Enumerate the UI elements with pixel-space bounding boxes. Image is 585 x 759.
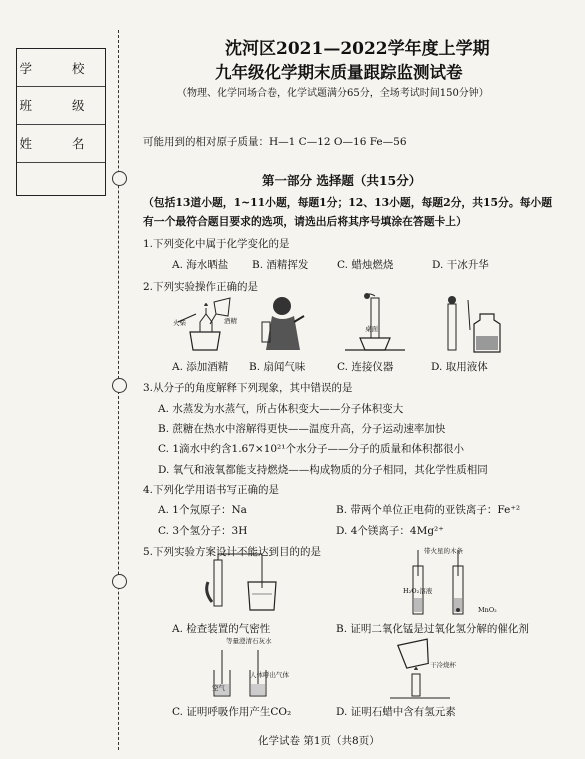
- q5-option-c: C. 证明呼吸作用产生CO₂: [172, 706, 292, 718]
- q2-figure-c: [345, 292, 405, 354]
- q5-label-cold-beaker: 干冷烧杯: [430, 661, 456, 669]
- q2-option-d: D. 取用液体: [431, 361, 488, 373]
- student-info-box: [16, 48, 106, 196]
- name-label: 姓 名: [17, 124, 105, 163]
- q3-option-b: B. 蔗糖在热水中溶解得更快——温度升高，分子运动速率加快: [158, 423, 446, 435]
- part1-instructions-2: 有一个最符合题目要求的选项，请选出后将其序号填涂在答题卡上）: [143, 215, 467, 228]
- binding-hole: [112, 378, 127, 393]
- q1-option-d: D. 干冰升华: [432, 259, 489, 271]
- part1-instructions-1: （包括13道小题，1~11小题，每题1分；12、13小题，每题2分，共15分。每小题: [143, 196, 553, 209]
- q2-figure-b: [258, 292, 318, 354]
- q5-figure-b: [395, 546, 485, 618]
- school-label: 学 校: [17, 49, 105, 87]
- q5-option-a: A. 检查装置的气密性: [172, 623, 271, 635]
- q5-option-d: D. 证明石蜡中含有氢元素: [336, 706, 456, 718]
- q1-option-b: B. 酒精挥发: [252, 259, 309, 271]
- q5-label-limewater: 等量澄清石灰水: [226, 637, 272, 645]
- q5-label-splint: 带火星的木条: [424, 547, 463, 555]
- q1-stem: 1.下列变化中属于化学变化的是: [143, 238, 290, 250]
- exam-title-line1: 沈河区2021—2022学年度上学期: [225, 39, 490, 59]
- q3-option-c: C. 1滴水中约含1.67×10²¹个水分子——分子的质量和体积都很小: [158, 443, 464, 455]
- exam-note: （物理、化学同场合卷，化学试题满分65分，全场考试时间150分钟）: [177, 88, 489, 99]
- q1-option-a: A. 海水晒盐: [172, 259, 229, 271]
- q3-option-a: A. 水蒸发为水蒸气，所占体积变大——分子体积变大: [158, 403, 404, 415]
- q5-label-h2o2: H₂O₂溶液: [403, 587, 433, 595]
- q2-label-alcohol: 酒精: [224, 317, 237, 325]
- q5-label-mno2: MnO₂: [478, 606, 497, 614]
- q2-option-a: A. 添加酒精: [172, 361, 229, 373]
- q2-label-match: 火柴: [173, 319, 186, 327]
- q4-stem: 4.下列化学用语书写正确的是: [143, 484, 280, 496]
- q4-option-b: B. 带两个单位正电荷的亚铁离子：Fe⁺²: [336, 504, 521, 516]
- q5-label-exhaled: 人体呼出气体: [250, 671, 289, 679]
- part1-heading: 第一部分 选择题（共15分）: [262, 173, 422, 188]
- class-label: 班 级: [17, 86, 105, 125]
- q5-label-air: 空气: [212, 684, 225, 692]
- q3-stem: 3.从分子的角度解释下列现象，其中错误的是: [143, 382, 353, 394]
- blank-row: [17, 162, 105, 195]
- q4-option-c: C. 3个氢分子：3H: [158, 525, 248, 537]
- q4-option-a: A. 1个氖原子：Na: [158, 504, 247, 516]
- binding-hole: [112, 171, 127, 186]
- q5-stem: 5.下列实验方案设计不能达到目的的是: [143, 546, 322, 558]
- atomic-masses: 可能用到的相对原子质量：H—1 C—12 O—16 Fe—56: [143, 136, 407, 148]
- page-footer: 化学试卷 第1页（共8页）: [258, 735, 380, 747]
- q3-option-d: D. 氧气和液氧都能支持燃烧——构成物质的分子相同，其化学性质相同: [158, 464, 488, 476]
- q2-stem: 2.下列实验操作正确的是: [143, 281, 259, 293]
- q5-figure-a: [200, 552, 290, 614]
- binding-hole: [112, 574, 127, 589]
- q4-option-d: D. 4个镁离子：4Mg²⁺: [336, 525, 444, 537]
- q2-option-b: B. 扇闻气味: [249, 361, 306, 373]
- exam-title-line2: 九年级化学期末质量跟踪监测试卷: [215, 63, 463, 82]
- q2-option-c: C. 连接仪器: [337, 361, 394, 373]
- q2-label-table: 桌面: [365, 325, 378, 333]
- q1-option-c: C. 蜡烛燃烧: [337, 259, 394, 271]
- q5-option-b: B. 证明二氧化锰是过氧化氢分解的催化剂: [336, 623, 529, 635]
- q2-figure-d: [440, 290, 520, 354]
